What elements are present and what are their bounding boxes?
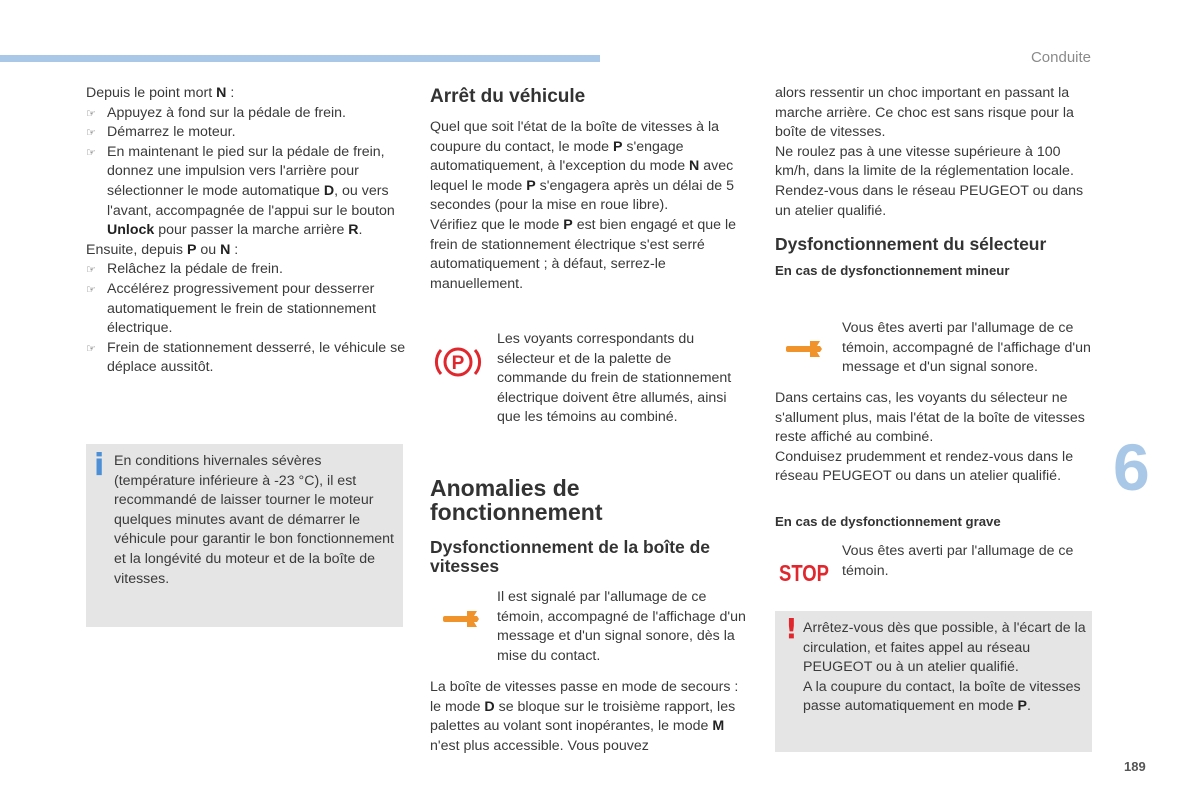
info-icon: i <box>94 448 105 483</box>
info-box <box>86 444 403 627</box>
page-number: 189 <box>1124 759 1146 774</box>
list-item: ☞ Démarrez le moteur. <box>86 123 406 143</box>
paragraph: Dans certains cas, les voyants du sélecteur ne s'allument plus, mais l'état de la boîte de vitesses reste affiché au combiné. <box>775 390 1085 446</box>
grave-text: Vous êtes averti par l'allumage de ce témoin. <box>842 543 1074 579</box>
stop-icon <box>776 558 832 586</box>
exclamation-icon: ! <box>785 612 798 645</box>
paragraph: Quel que soit l'état de la boîte de vitesses à la coupure du contact, le mode P s'engage automatiquement, à l'exception du mode N avec lequel le mode P s'engagera après un délai de 5 secondes (pour la mise en roue libre). <box>430 119 735 214</box>
list-item: ☞ En maintenant le pied sur la pédale de frein, donnez une impulsion vers l'arrière pour sélectionner le mode automatique D, ou vers l'avant, accompagnée de l'appui sur le bouton Unlock pour passer la marche arrière R. <box>86 143 406 241</box>
sub-heading-mineur: En cas de dysfonctionnement mineur <box>775 263 1010 279</box>
wrench-icon <box>441 608 481 630</box>
list-item: ☞ Accélérez progressivement pour desserrer automatiquement le frein de stationnement électrique. <box>86 280 406 339</box>
sub-heading-grave: En cas de dysfonctionnement grave <box>775 514 1001 529</box>
column-middle <box>430 86 750 294</box>
warning-text: Arrêtez-vous dès que possible, à l'écart de la circulation, et faites appel au réseau PEUGEOT ou à un atelier qualifié. A la coupure du contact, la boîte de vitesses passe automatiquement en mode P. <box>803 620 1086 715</box>
heading-dysf-boite: Dysfonctionnement de la boîte de vitesses <box>430 537 711 576</box>
paragraph: Ne roulez pas à une vitesse supérieure à 100 km/h, dans la limite de la réglementation locale. <box>775 143 1074 180</box>
paragraph: Conduisez prudemment et rendez-vous dans le réseau PEUGEOT ou dans un atelier qualifié. <box>775 448 1074 485</box>
paragraph: alors ressentir un choc important en passant la marche arrière. Ce choc est sans risque pour la boîte de vitesses. <box>775 85 1074 141</box>
intro-line: Depuis le point mort N : <box>86 85 235 101</box>
list-item: ☞ Relâchez la pédale de frein. <box>86 260 406 280</box>
heading-arret-vehicule: Arrêt du véhicule <box>430 86 586 107</box>
info-text: En conditions hivernales sévères (température inférieure à -23 °C), il est recommandé de laisser tourner le moteur quelques minutes avant de démarrer le véhicule pour garantir le bon fonctionnement et la longévité du moteur et de la boîte de vitesses. <box>114 453 394 587</box>
paragraph: Vérifiez que le mode P est bien engagé et que le frein de stationnement électrique s'est serré automatiquement ; à défaut, serrez-le manuellement. <box>430 216 737 292</box>
secours-text: La boîte de vitesses passe en mode de secours : le mode D se bloque sur le troisième rapport, les palettes au volant sont inopérantes, le mode M n'est plus accessible. Vous pouvez <box>430 679 739 754</box>
mineur-text: Vous êtes averti par l'allumage de ce témoin, accompagné de l'affichage d'un message et d'un signal sonore. <box>842 320 1091 376</box>
list-item: ☞ Frein de stationnement desserré, le véhicule se déplace aussitôt. <box>86 339 406 378</box>
column-left <box>86 84 406 378</box>
chapter-title: Conduite <box>1030 49 1091 66</box>
warning-box <box>775 611 1092 752</box>
svg-text:P: P <box>451 353 465 374</box>
parking-brake-icon <box>433 342 483 382</box>
column-right <box>775 84 1095 281</box>
paragraph: Rendez-vous dans le réseau PEUGEOT ou dans un atelier qualifié. <box>775 182 1084 219</box>
heading-dysf-selecteur: Dysfonctionnement du sélecteur <box>775 234 1047 255</box>
list-item: ☞ Appuyez à fond sur la pédale de frein. <box>86 104 406 124</box>
signal-text: Il est signalé par l'allumage de ce témoin, accompagné de l'affichage d'un message et d'un signal sonore, dès la mise du contact. <box>497 589 746 664</box>
wrench-icon <box>784 338 824 360</box>
voyants-text: Les voyants correspondants du sélecteur et de la palette de commande du frein de stationnement électrique doivent être allumés, ainsi que les témoins au combiné. <box>497 331 732 426</box>
anomalies-section <box>430 476 750 576</box>
chapter-number: 6 <box>1113 430 1150 504</box>
then-line: Ensuite, depuis P ou N : <box>86 241 239 258</box>
header-accent-bar <box>0 55 600 62</box>
stop-icon-label: STOP <box>779 560 829 586</box>
certains-cas-block <box>775 389 1095 487</box>
heading-anomalies: Anomalies de fonctionnement <box>430 475 603 525</box>
